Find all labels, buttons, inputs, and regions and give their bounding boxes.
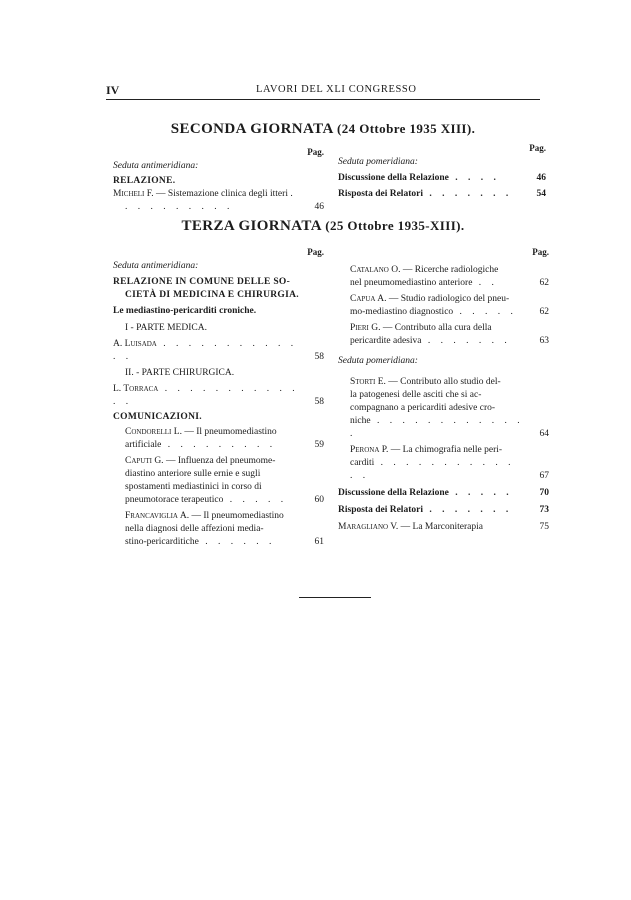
entry-author: Condorelli L. — [125, 427, 182, 437]
entry-author: Micheli F. — [113, 189, 154, 199]
entry-page: 59 — [314, 440, 324, 450]
session-label: Seduta pomeridiana: — [338, 356, 418, 366]
entry-page: 73 — [539, 505, 549, 515]
entry-page: 70 — [539, 488, 549, 498]
entry-page: 54 — [536, 189, 546, 199]
pag-label: Pag. — [307, 247, 324, 257]
entry-author: Capua A. — [350, 294, 387, 304]
toc-entry — [338, 188, 546, 201]
leader-dots: . . . . . . — [198, 537, 276, 547]
leader-dots: . . . . . . . . . . . . . — [350, 416, 524, 439]
entry-line: pericardite adesiva — [350, 336, 422, 346]
toc-entry — [113, 338, 324, 364]
entry-page: 61 — [314, 537, 324, 547]
entry-page: 58 — [314, 397, 324, 407]
entry-line: — Il pneumomediastino — [189, 511, 284, 521]
entry-author: A. Luisada — [113, 339, 157, 349]
leader-dots: . . . . . . . — [421, 336, 511, 346]
entry-line: — Ricerche radiologiche — [400, 265, 499, 275]
toc-entry — [338, 264, 549, 290]
toc-entry — [113, 455, 324, 507]
session-label: Seduta antimeridiana: — [113, 261, 199, 271]
toc-entry — [338, 322, 549, 348]
terza-title-date: (25 Ottobre 1935-XIII). — [325, 218, 465, 233]
relazione-heading-line1: RELAZIONE IN COMUNE DELLE SO- — [113, 277, 291, 287]
entry-line: spostamenti mediastinici in corso di — [125, 482, 262, 492]
entry-line: nella diagnosi delle affezioni media- — [125, 524, 264, 534]
entry-line: la patogenesi delle asciti che si ac- — [350, 390, 482, 400]
entry-page: 46 — [314, 202, 324, 212]
toc-entry — [338, 293, 549, 319]
page-number: IV — [106, 83, 120, 97]
leader-dots: . . . . . — [453, 307, 517, 317]
closing-rule — [299, 597, 371, 598]
entry-page: 60 — [314, 495, 324, 505]
subheading: Le mediastino-pericarditi croniche. — [113, 306, 257, 316]
toc-entry — [338, 376, 549, 441]
entry-author: Perona P. — [350, 445, 389, 455]
toc-entry — [338, 521, 549, 534]
entry-line: diastino anteriore sulle ernie e sugli — [125, 469, 261, 479]
entry-text: Risposta dei Relatori — [338, 189, 423, 199]
section-heading: RELAZIONE. — [113, 176, 176, 186]
seconda-title-text: SECONDA GIORNATA — [170, 121, 333, 137]
relazione-heading — [113, 276, 324, 302]
entry-page: 64 — [539, 429, 549, 439]
part-chirurgica: II. - PARTE CHIRURGICA. — [125, 368, 235, 378]
toc-entry — [113, 188, 324, 214]
entry-author: Pieri G. — [350, 323, 381, 333]
terza-right-column — [338, 246, 549, 534]
entry-line: niche — [350, 416, 371, 426]
entry-line: stino-pericarditiche — [125, 537, 199, 547]
leader-dots: . . . . — [448, 173, 500, 183]
seconda-title-date: (24 Ottobre 1935 XIII). — [337, 121, 476, 136]
entry-line: carditi — [350, 458, 375, 468]
entry-text: Discussione della Relazione — [338, 173, 449, 183]
leader-dots: . . . . . . . . . . . . . — [113, 339, 298, 362]
entry-text: — La Marconiterapia — [398, 522, 483, 532]
entry-page: 58 — [314, 352, 324, 362]
leader-dots: . . . . . . . . . . . . . — [113, 384, 299, 407]
entry-author: Caputi G. — [125, 456, 164, 466]
leader-dots: . . . . . . . . . . . . . — [350, 458, 515, 481]
entry-line: — La chimografia nelle peri- — [388, 445, 503, 455]
header-rule — [106, 99, 540, 100]
seconda-left-column — [113, 146, 324, 214]
entry-line: pneumotorace terapeutico — [125, 495, 224, 505]
entry-line: compagnano a pericarditi adesive cro- — [350, 403, 496, 413]
entry-author: Catalano O. — [350, 265, 401, 275]
leader-dots: . . . . . . . . . . — [125, 189, 297, 212]
entry-author: Francaviglia A. — [125, 511, 190, 521]
running-header — [106, 83, 540, 99]
leader-dots: . . . . . . . — [422, 505, 513, 515]
entry-line: mo-mediastino diagnostico — [350, 307, 454, 317]
entry-author: L. Torraca — [113, 384, 159, 394]
toc-entry — [113, 383, 324, 409]
entry-page: 46 — [536, 173, 546, 183]
entry-page: 75 — [539, 522, 549, 532]
leader-dots: . . — [472, 278, 498, 288]
comunicazioni-heading: COMUNICAZIONI. — [113, 412, 202, 422]
toc-entry — [113, 510, 324, 549]
entry-page: 63 — [539, 336, 549, 346]
entry-text: — Sistemazione clinica degli itteri — [153, 189, 288, 199]
seconda-giornata-title — [106, 121, 540, 138]
leader-dots: . . . . . . . . . — [161, 440, 277, 450]
entry-text: Discussione della Relazione — [338, 488, 449, 498]
leader-dots: . . . . . . . — [422, 189, 513, 199]
entry-page: 62 — [539, 307, 549, 317]
toc-entry — [338, 172, 546, 185]
entry-line: — Contributo allo studio del- — [385, 377, 501, 387]
part-medica: I - PARTE MEDICA. — [125, 323, 207, 333]
running-title: LAVORI DEL XLI CONGRESSO — [256, 84, 417, 95]
entry-author: Maragliano V. — [338, 522, 399, 532]
pag-label: Pag. — [532, 247, 549, 257]
session-label: Seduta pomeridiana: — [338, 157, 418, 167]
terza-title-text: TERZA GIORNATA — [181, 218, 322, 234]
entry-author: Storti E. — [350, 377, 386, 387]
leader-dots: . . . . . — [223, 495, 288, 505]
entry-text: Risposta dei Relatori — [338, 505, 423, 515]
entry-line: — Influenza del pneumome- — [163, 456, 276, 466]
entry-line: — Contributo alla cura della — [380, 323, 492, 333]
seconda-right-column — [338, 142, 546, 201]
relazione-heading-line2: CIETÀ DI MEDICINA E CHIRURGIA. — [125, 290, 299, 300]
terza-left-column — [113, 246, 324, 549]
entry-line: — Il pneumomediastino — [181, 427, 277, 437]
toc-entry — [338, 444, 549, 483]
toc-entry — [113, 426, 324, 452]
pag-label: Pag. — [529, 143, 546, 153]
entry-line: nel pneumomediastino anteriore — [350, 278, 473, 288]
pag-label: Pag. — [307, 147, 324, 157]
session-label: Seduta antimeridiana: — [113, 161, 199, 171]
leader-dots: . . . . . — [448, 488, 513, 498]
entry-page: 67 — [539, 471, 549, 481]
terza-giornata-title — [106, 218, 540, 235]
toc-entry — [338, 487, 549, 500]
entry-line: — Studio radiologico del pneu- — [386, 294, 510, 304]
toc-entry — [338, 504, 549, 517]
entry-page: 62 — [539, 278, 549, 288]
entry-line: artificiale — [125, 440, 162, 450]
